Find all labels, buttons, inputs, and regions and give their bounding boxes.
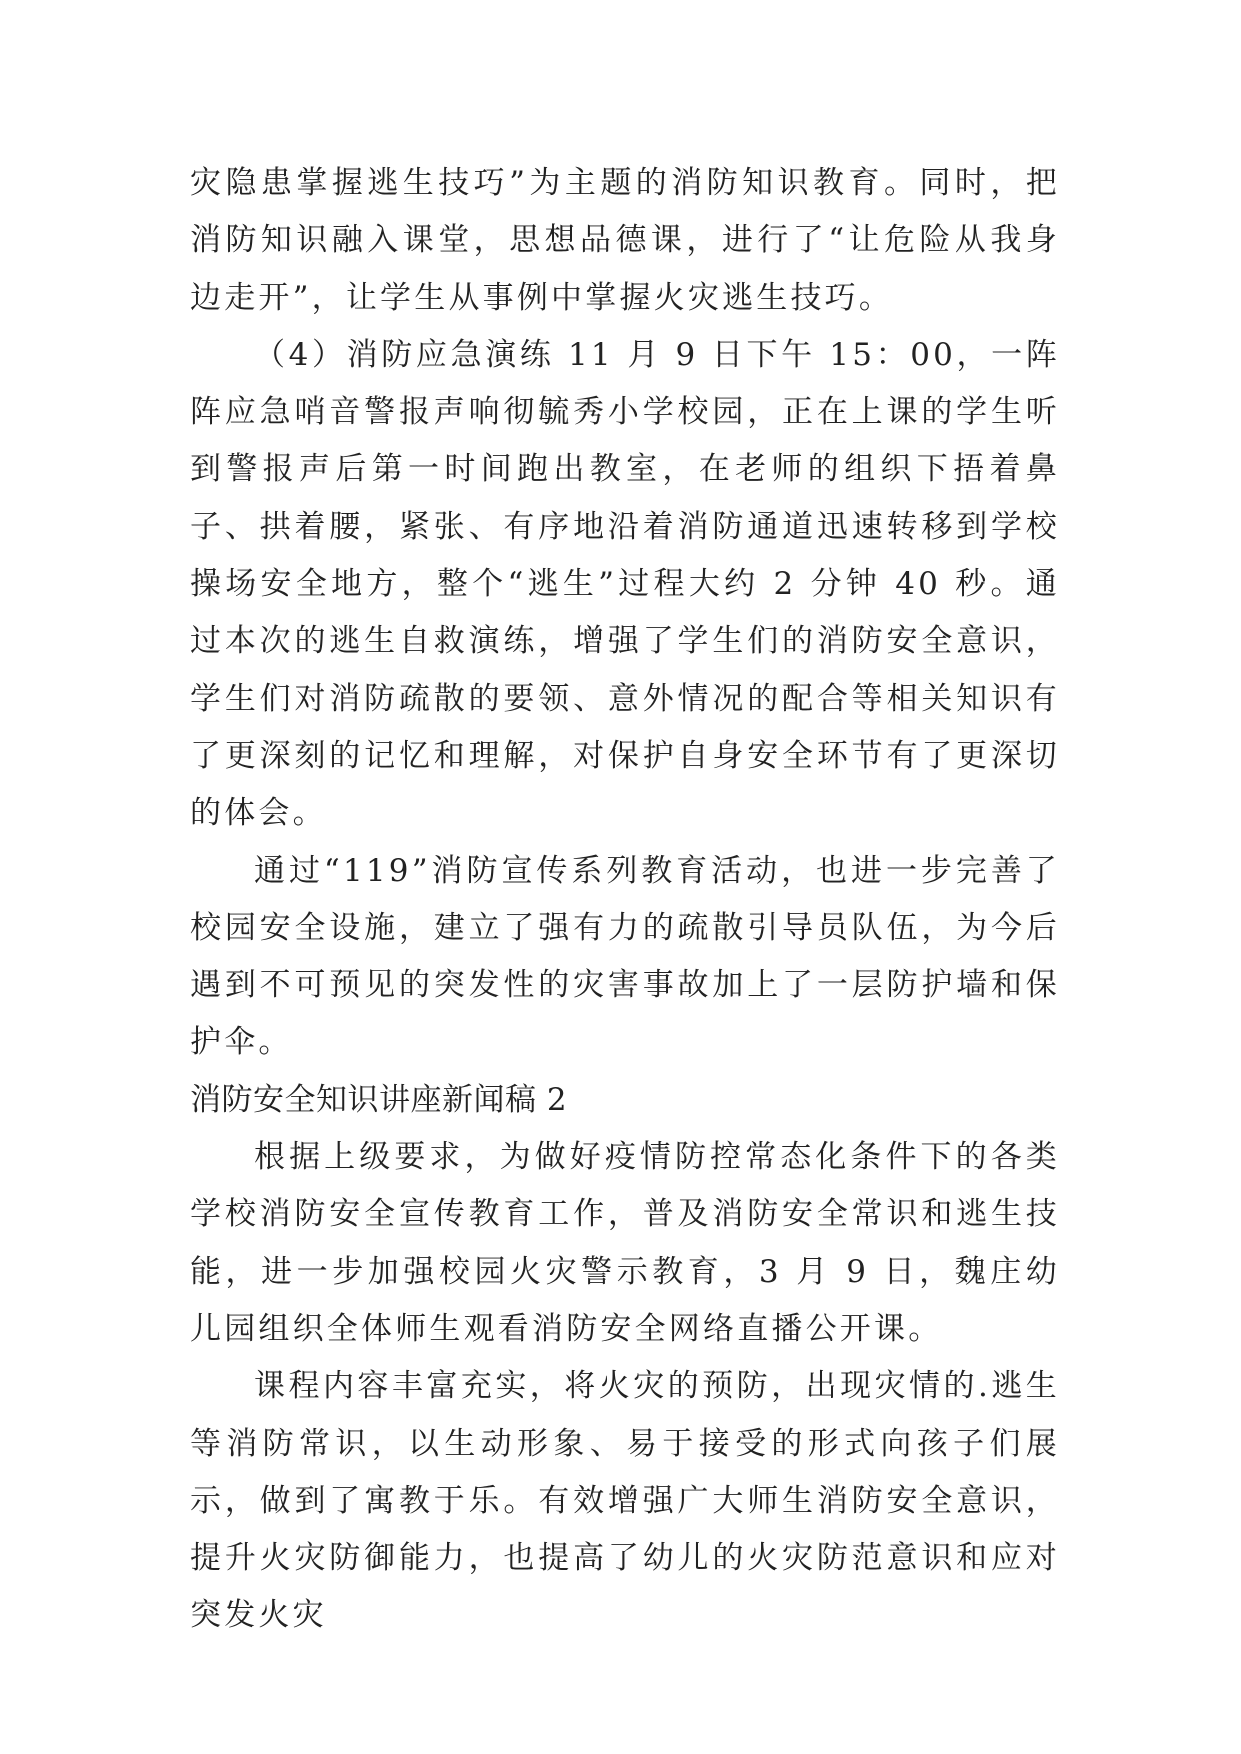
paragraph-online-class: 根据上级要求，为做好疫情防控常态化条件下的各类学校消防安全宣传教育工作，普及消防安全常识和逃生技能，进一步加强校园火灾警示教育，3 月 9 日，魏庄幼儿园组织全体师生观看消防安全网络直播公开课。 (190, 1139, 1060, 1347)
paragraph-course-content: 课程内容丰富充实，将火灾的预防，出现灾情的.逃生等消防常识，以生动形象、易于接受的形式向孩子们展示，做到了寓教于乐。有效增强广大师生消防安全意识，提升火灾防御能力，也提高了幼儿的火灾防范意识和应对突发火灾 (190, 1368, 1060, 1634)
section-title: 消防安全知识讲座新闻稿 2 (190, 1081, 568, 1118)
paragraph-emergency-drill: （4）消防应急演练 11 月 9 日下午 15：00，一阵阵应急哨音警报声响彻毓秀小学校园，正在上课的学生听到警报声后第一时间跑出教室，在老师的组织下捂着鼻子、拱着腰，紧张、有序地沿着消防通道迅速转移到学校操场安全地方，整个“逃生”过程大约 2 分钟 40 秒。通过本次的逃生自救演练，增强了学生们的消防安全意识，学生们对消防疏散的要领、意外情况的配合等相关知识有了更深刻的记忆和理解，对保护自身安全环节有了更深切的体会。 (190, 336, 1060, 832)
document-body (190, 155, 1060, 1645)
paragraph-fire-education: 灾隐患掌握逃生技巧”为主题的消防知识教育。同时，把消防知识融入课堂，思想品德课，进行了“让危险从我身边走开”，让学生从事例中掌握火灾逃生技巧。 (190, 165, 1060, 316)
paragraph-119-campaign: 通过“119”消防宣传系列教育活动，也进一步完善了校园安全设施，建立了强有力的疏散引导员队伍，为今后遇到不可预见的突发性的灾害事故加上了一层防护墙和保护伞。 (190, 852, 1060, 1061)
